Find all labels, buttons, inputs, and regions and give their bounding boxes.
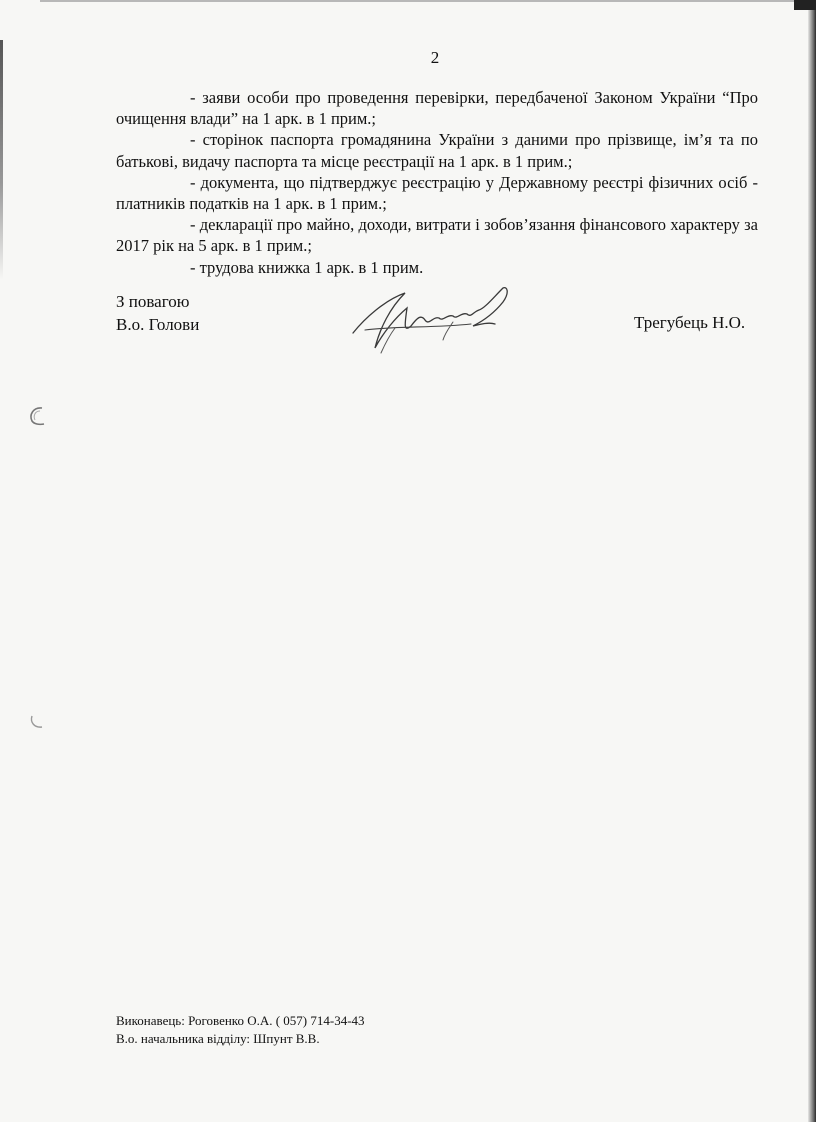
scan-top-edge — [40, 0, 816, 2]
scan-right-edge — [808, 0, 816, 1122]
list-item: - документа, що підтверджує реєстрацію у Державному реєстрі фізичних осіб - платників податків на 1 арк. в 1 прим.; — [116, 172, 758, 214]
signer-name: Трегубець Н.О. — [634, 313, 746, 332]
scan-left-shadow — [0, 40, 3, 280]
closing-regards: З повагою — [116, 292, 190, 311]
list-item: - заяви особи про проведення перевірки, передбаченої Законом України “Про очищення влади” на 1 арк. в 1 прим.; — [116, 88, 758, 129]
footer-contacts — [116, 1012, 365, 1048]
signer-position: В.о. Голови — [116, 315, 200, 334]
list-item: - декларації про майно, доходи, витрати і зобов’язання фінансового характеру за 2017 рік на 5 арк. в 1 прим.; — [116, 215, 758, 256]
department-head-line: В.о. начальника відділу: Шпунт В.В. — [116, 1031, 320, 1046]
closing-block — [116, 290, 199, 336]
list-item: - сторінок паспорта громадянина України з даними про прізвище, ім’я та по батькові, видачу паспорта та місце реєстрації на 1 арк. в 1 прим.; — [116, 130, 758, 171]
punch-hole-mark — [26, 405, 48, 427]
attachment-list — [116, 87, 758, 278]
executor-line: Виконавець: Роговенко О.А. ( 057) 714-34-43 — [116, 1013, 365, 1028]
handwritten-signature — [345, 278, 515, 363]
scan-corner-mark — [794, 0, 816, 10]
page-number: 2 — [430, 48, 440, 67]
punch-hole-mark — [26, 712, 48, 734]
list-item: - трудова книжка 1 арк. в 1 прим. — [190, 257, 424, 277]
